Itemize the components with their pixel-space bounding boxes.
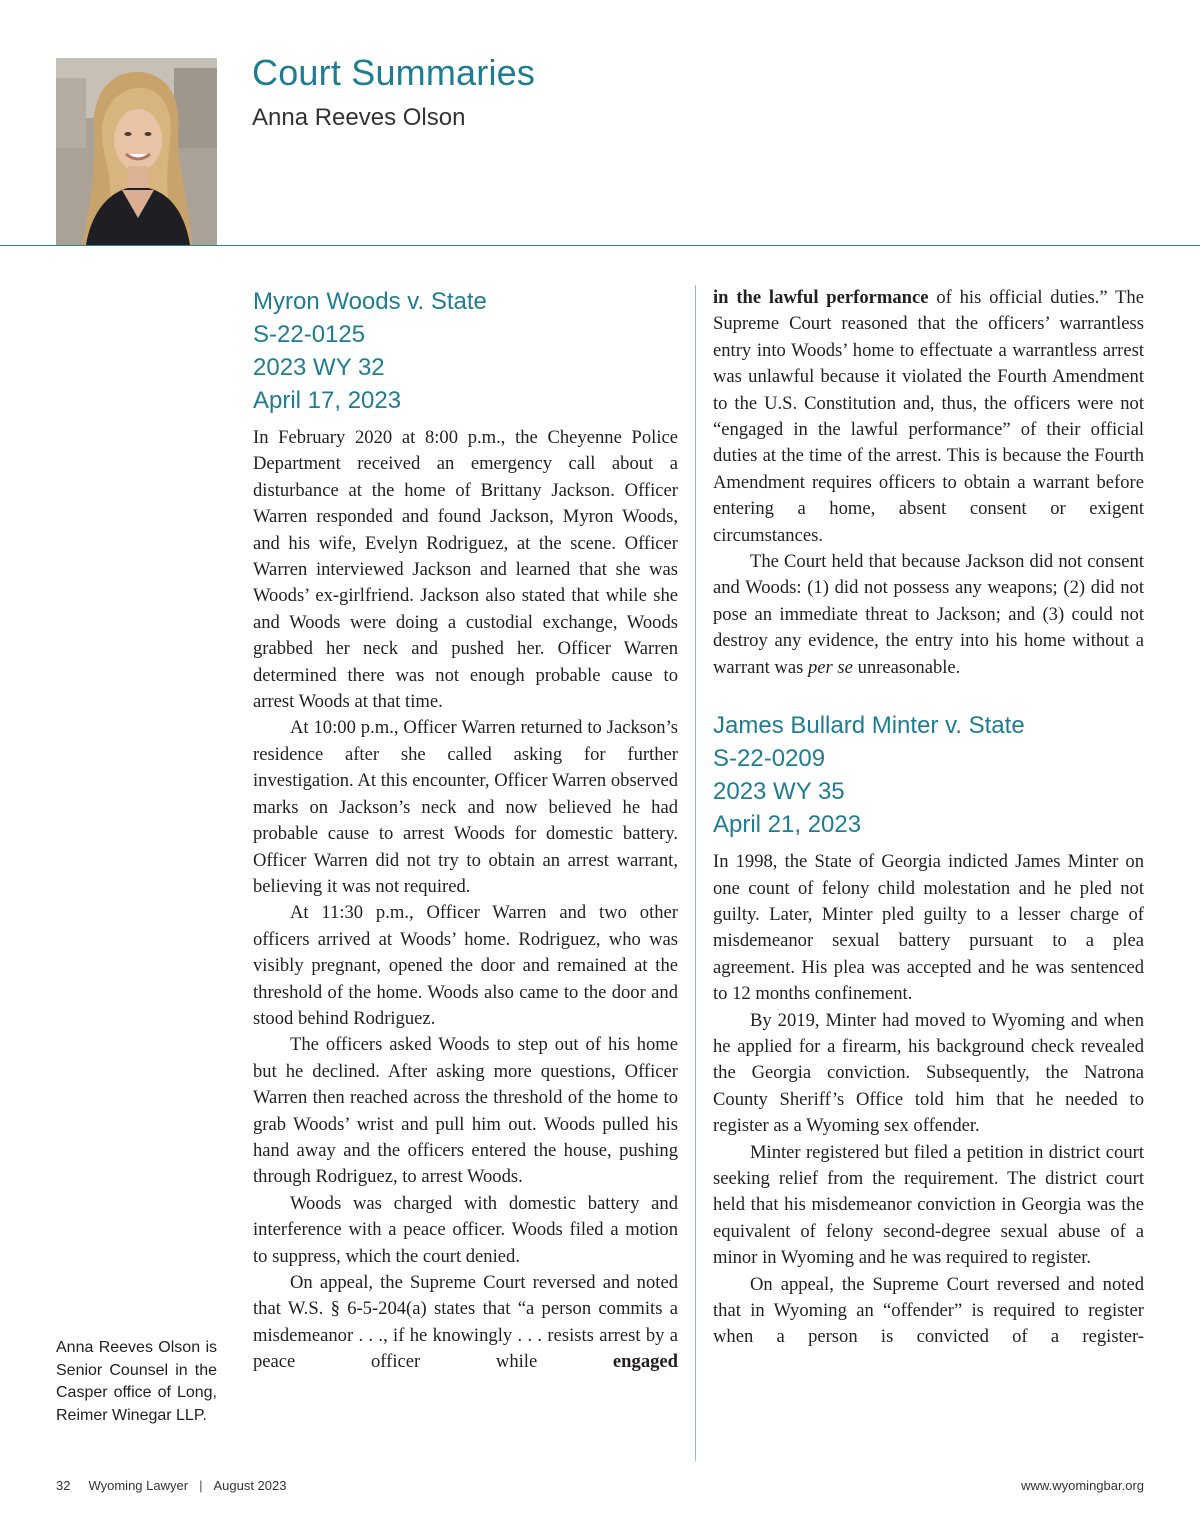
case-paragraph: In 1998, the State of Georgia indicted James Minter on one count of felony child molestation and he pled not guilty. Later, Minter pled guilty to a lesser charge of misdemeanor sexual battery pursuant to a plea agreement. His plea was accepted and he was sentenced to 12 months confinement. [713,851,1144,1005]
case-paragraph-appeal-continued [713,285,1144,549]
author-name: Anna Reeves Olson [252,104,466,131]
case-citation: 2023 WY 35 [713,778,845,806]
case-docket-number: S-22-0209 [713,745,826,773]
appeal-text-start: On appeal, the Supreme Court reversed and noted that W.S. § 6-5-204(a) states that “a person commits a misdemeanor . . ., if he knowingly . . . resists arrest by a peace officer while [253,1272,678,1373]
page-number: 32 [56,1478,71,1493]
case-paragraph: Woods was charged with domestic battery and interference with a peace officer. Woods filed a motion to suppress, which the court denied. [253,1192,678,1267]
case-heading [253,285,678,417]
case-name: James Bullard Minter v. State [713,712,1025,740]
right-column [713,285,1144,1351]
case-paragraph: In February 2020 at 8:00 p.m., the Cheyenne Police Department received an emergency call about a disturbance at the home of Brittany Jackson. Officer Warren responded and found Jackson, Myron Woods, and his wife, Evelyn Rodriguez, at the scene. Officer Warren interviewed Jackson and learned that she was Woods’ ex-girlfriend. Jackson also stated that while she and Woods were doing a custodial exchange, Woods grabbed her neck and pushed her. Officer Warren determined there was not enough probable cause to arrest Woods at that time. [253,427,678,713]
left-column [253,285,678,1376]
issue-date: August 2023 [213,1478,287,1493]
header-divider [0,245,1200,246]
case-paragraph: By 2019, Minter had moved to Wyoming and when he applied for a firearm, his background check revealed the Georgia conviction. Subsequently, the Natrona County Sheriff’s Office told him that he needed to register as a Wyoming sex offender. [713,1009,1144,1137]
case-paragraph: On appeal, the Supreme Court reversed and noted that in Wyoming an “offender” is required to register when a person is convicted of a register- [713,1273,1144,1348]
appeal-text-end: of his official duties.” The Supreme Court reasoned that the officers’ warrantless entry into Woods’ home to effectuate a warrantless arrest was unlawful because it violated the Fourth Amendment to the U.S. Constitution and, thus, the officers were not “engaged in the lawful performance” of their official duties at the time of the arrest. This is because the Fourth Amendment requires officers to obtain a warrant before entering a home, absent consent or exigent circumstances. [713,287,1144,546]
case-heading [713,709,1144,841]
section-gap [713,681,1144,709]
footer-left [56,1478,286,1493]
publication-name: Wyoming Lawyer [88,1478,189,1493]
appeal-text-bold-2: in the lawful performance [713,287,929,308]
case-paragraph: Minter registered but filed a petition in district court seeking relief from the requirement. The district court held that his misdemeanor conviction in Georgia was the equivalent of felony second-degree sexual abuse of a minor in Wyoming and he was required to register. [713,1141,1144,1269]
case-docket-number: S-22-0125 [253,321,366,348]
author-portrait-image [56,58,217,245]
case-date: April 21, 2023 [713,811,862,839]
website-link[interactable]: www.wyomingbar.org [1021,1478,1144,1493]
footer-separator: | [199,1478,203,1493]
column-divider [695,285,696,1461]
holding-text-start: The Court held that because Jackson did not consent and Woods: (1) did not possess any weapons; (2) did not pose an immediate threat to Jackson; and (3) could not destroy any evidence, the entry into his home without a warrant was [713,551,1144,678]
case-paragraph-holding [713,549,1144,681]
case-citation: 2023 WY 32 [253,354,385,381]
page-title: Court Summaries [252,52,536,93]
author-bio: Anna Reeves Olson is Senior Counsel in the Casper office of Long, Reimer Winegar LLP. [56,1339,217,1424]
case-date: April 17, 2023 [253,387,402,414]
case-paragraph: At 11:30 p.m., Officer Warren and two other officers arrived at Woods’ home. Rodriguez, who was visibly pregnant, opened the door and remained at the threshold of the home. Woods also came to the door and stood behind Rodriguez. [253,902,678,1029]
case-name: Myron Woods v. State [253,288,487,315]
case-paragraph: The officers asked Woods to step out of his home but he declined. After asking more questions, Officer Warren then reached across the threshold of the home to grab Woods’ wrist and pull him out. Woods pulled his hand away and the officers entered the house, pushing through Rodriguez, to arrest Woods. [253,1034,678,1188]
holding-text-italic: per se [808,656,853,678]
holding-text-end: unreasonable. [852,656,961,678]
case-paragraph: At 10:00 p.m., Officer Warren returned to Jackson’s residence after she called asking for further investigation. At this encounter, Officer Warren observed marks on Jackson’s neck and now believed he had probable cause to arrest Woods for domestic battery. Officer Warren did not try to obtain an arrest warrant, believing it was not required. [253,717,678,897]
author-photo [56,58,217,245]
appeal-text-bold-1: engaged [612,1351,678,1373]
case-paragraph-appeal [253,1270,678,1376]
